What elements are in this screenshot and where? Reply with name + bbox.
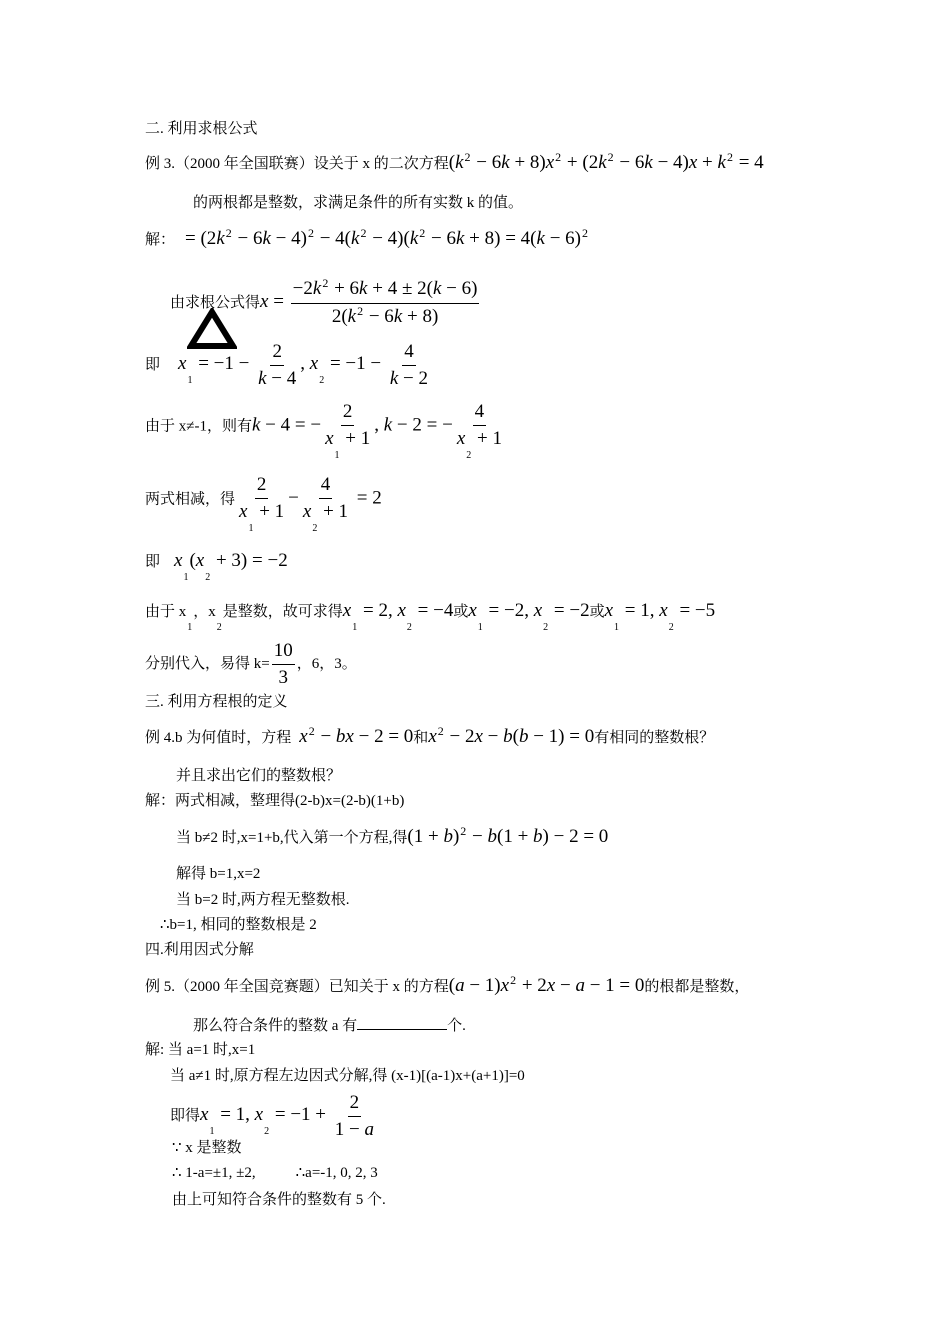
section-heading-4: 四.利用因式分解 bbox=[145, 942, 254, 958]
example-5-solution: 解: 当 a=1 时,x=1 bbox=[145, 1042, 256, 1058]
example-4-result: 解得 b=1,x=2 bbox=[176, 866, 261, 882]
example-3-solution-delta: 解： = $(2k^2 - 6k - 4)^2 - 4(k^2 - 4)(k^2 - 6k + 8) = 4(k - 6)^2$ bbox=[145, 226, 588, 249]
example-4-line2: 并且求出它们的整数根？ bbox=[176, 768, 342, 784]
solution-label: 解： bbox=[145, 232, 176, 248]
example-3-statement: 例 3.（2000 年全国联赛）设关于 x 的二次方程$(k^2 - 6k + 8)x^2 + (2k^2 - 6k - 4)x + k^2 = 4$ bbox=[145, 150, 764, 173]
section-heading-3: 三. 利用方程根的定义 bbox=[145, 694, 288, 710]
section-heading-2: 二. 利用求根公式 bbox=[145, 121, 258, 137]
roots-line: 即 $x_1 = -1$ − $\frac{2}{k - 4}$ , $x_2 = -1$ − $\frac{4}{k - 2}$ bbox=[145, 341, 429, 389]
example-5-line2: 那么符合条件的整数 a 有 个. bbox=[193, 1015, 466, 1036]
answer-blank bbox=[357, 1015, 447, 1030]
example-5-case: 当 a≠1 时,原方程左边因式分解,得 (x-1)[(a-1)x+(a+1)]=0 bbox=[170, 1068, 525, 1084]
integer-solutions-line: 由于 $x_1$，$x_2$是整数，故可求得$x_1 = 2$, $x_2 = -4$或$x_1 = -2$, $x_2 = -2$或$x_1 = 1$, $x_2 = -5$ bbox=[145, 600, 716, 633]
since-label: 由于 x≠-1，则有 bbox=[145, 418, 252, 435]
ji-label: 即 bbox=[145, 356, 161, 373]
example-4-case2: 当 b=2 时,两方程无整数根. bbox=[176, 892, 350, 908]
example-4-solution: 解：两式相减，整理得(2-b)x=(2-b)(1+b) bbox=[145, 793, 405, 809]
quadratic-formula-line: 由求根公式得x = $\frac{-2k^2 + 6k + 4 \pm 2(k - 6)}{2(k^2 - 6k + 8)}$ bbox=[170, 276, 478, 327]
example-5-final: 由上可知符合条件的整数有 5 个. bbox=[172, 1192, 386, 1208]
example-4-conclusion: ∴b=1, 相同的整数根是 2 bbox=[160, 917, 317, 933]
subtract-line: 两式相减，得 $\frac{2}{x_1 + 1}$ − $\frac{4}{x_2 + 1}$ = 2 bbox=[145, 474, 382, 534]
formula-label: 由求根公式得 bbox=[170, 294, 261, 311]
ji-label-2: 即 bbox=[145, 554, 161, 570]
example-5-roots: 即得$x_1 = 1$, $x_2 = -1$ + $\frac{2}{1 - a}$ bbox=[170, 1092, 374, 1140]
since-line: 由于 x≠-1，则有k − 4 = − $\frac{2}{x_1 + 1}$ , k − 2 = − $\frac{4}{x_2 + 1}$ bbox=[145, 401, 502, 461]
example-5-statement: 例 5.（2000 年全国竞赛题）已知关于 x 的方程$(a - 1)x^2 + 2x - a - 1 = 0$的根都是整数， bbox=[145, 973, 750, 996]
example-3-statement-cont: 的两根都是整数，求满足条件的所有实数 k 的值。 bbox=[193, 195, 524, 211]
example-5-therefore: ∴ 1-a=±1, ±2, ∴a=-1, 0, 2, 3 bbox=[172, 1165, 378, 1181]
example-3-label: 例 3.（2000 年全国联赛）设关于 x 的二次方程 bbox=[145, 156, 449, 172]
subtract-label: 两式相减，得 bbox=[145, 491, 236, 508]
substitute-line: 分别代入，易得 k= $\frac{10}{3}$ ，6，3。 bbox=[145, 640, 357, 688]
product-line: 即 $x_1(x_2 + 3) = -2$ bbox=[145, 550, 288, 583]
example-5-because: ∵ x 是整数 bbox=[172, 1140, 242, 1156]
example-4-statement: 例 4.b 为何值时，方程 $x^2$ − bx − 2 = 0和$x^2 - 2x - b(b - 1) = 0$有相同的整数根？ bbox=[145, 724, 715, 747]
example-4-case1: 当 b≠2 时,x=1+b,代入第一个方程,得$(1 + b)^2 - b(1 + b) - 2 = 0$ bbox=[176, 824, 609, 847]
